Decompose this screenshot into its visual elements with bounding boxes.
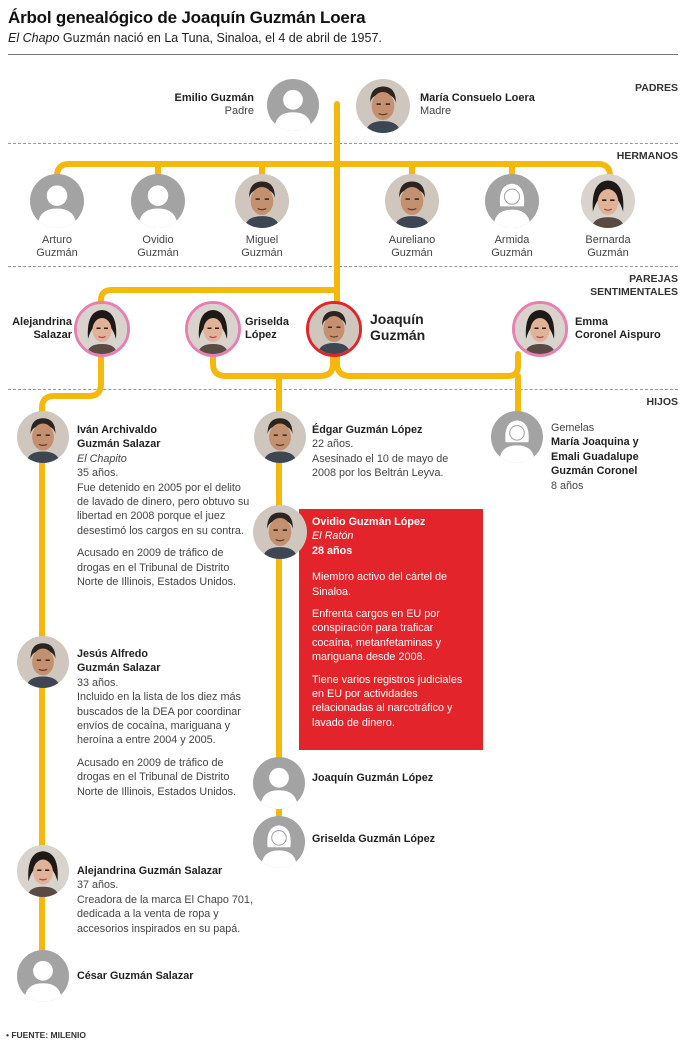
joaquin-line-2: Guzmán: [370, 327, 426, 343]
avatar-partner-griselda: [185, 301, 241, 357]
sibling-last: Guzmán: [587, 247, 629, 259]
portrait-photo-icon: [188, 304, 238, 354]
sibling-last: Guzmán: [137, 247, 179, 259]
avatar-child-ovidio: [253, 505, 307, 559]
person-placeholder-female-icon: [491, 411, 543, 463]
person-placeholder-female-icon: [485, 174, 539, 228]
label-sibling-miguel: [217, 234, 307, 260]
bio-child-ivan: [77, 423, 252, 597]
portrait-photo-icon: [235, 174, 289, 228]
highlight-box-ovidio: [299, 509, 483, 750]
portrait-photo-icon: [17, 845, 69, 897]
label-sibling-ovidio: [113, 234, 203, 260]
section-label-parejas-1: PAREJAS: [629, 273, 678, 285]
portrait-photo-icon: [581, 174, 635, 228]
avatar-child-alejandrina: [17, 845, 69, 897]
bio-child-joaquin: [312, 771, 482, 785]
person-placeholder-female-icon: [253, 816, 305, 868]
avatar-sibling-bernarda: [581, 174, 635, 228]
child-age: 33 años.: [77, 676, 119, 689]
person-placeholder-icon: [131, 174, 185, 228]
mother-name: María Consuelo Loera: [420, 92, 535, 104]
subtitle-text: Guzmán nació en La Tuna, Sinaloa, el 4 de abril de 1957.: [59, 31, 382, 45]
sibling-first: Ovidio: [142, 234, 174, 246]
twins-name-1: María Joaquina y: [551, 436, 639, 449]
child-age: 37 años.: [77, 879, 119, 892]
sibling-first: Arturo: [42, 234, 72, 246]
portrait-photo-icon: [254, 411, 306, 463]
label-sibling-arturo: [12, 234, 102, 260]
mother-role: Madre: [420, 105, 452, 117]
avatar-partner-emma: [512, 301, 568, 357]
label-partner-griselda: [245, 316, 305, 342]
partner-line-2: López: [245, 329, 277, 341]
child-age: 28 años: [312, 544, 353, 557]
portrait-photo-icon: [253, 505, 307, 559]
avatar-sibling-aureliano: [385, 174, 439, 228]
child-age: 22 años.: [312, 438, 354, 451]
child-name: Joaquín Guzmán López: [312, 772, 434, 784]
child-age: 35 años.: [77, 467, 119, 480]
bio-children-twins: [551, 421, 681, 493]
label-sibling-bernarda: [563, 234, 653, 260]
label-father: [140, 92, 254, 118]
father-name: Emilio Guzmán: [174, 92, 254, 104]
avatar-sibling-ovidio: [131, 174, 185, 228]
bio-child-jesus: [77, 647, 252, 807]
child-name: César Guzmán Salazar: [77, 970, 194, 982]
label-sibling-armida: [467, 234, 557, 260]
section-label-hermanos: HERMANOS: [616, 150, 678, 162]
child-bio-1: Miembro activo del cártel de Sinaloa.: [312, 571, 448, 598]
sibling-first: Armida: [494, 234, 530, 246]
avatar-sibling-armida: [485, 174, 539, 228]
twins-label: Gemelas: [551, 422, 595, 434]
twins-name-3: Guzmán Coronel: [551, 465, 638, 478]
partner-line-2: Salazar: [33, 329, 72, 341]
label-partner-emma: [575, 316, 685, 342]
child-name-2: Guzmán Salazar: [77, 438, 161, 451]
child-name: Griselda Guzmán López: [312, 833, 435, 845]
joaquin-line-1: Joaquín: [370, 311, 424, 327]
child-name-1: Jesús Alfredo: [77, 648, 149, 660]
sibling-last: Guzmán: [241, 247, 283, 259]
bio-child-edgar: [312, 423, 472, 489]
person-placeholder-icon: [253, 757, 305, 809]
bio-child-alejandrina: [77, 864, 257, 944]
portrait-photo-icon: [515, 304, 565, 354]
avatar-emilio: [267, 79, 319, 131]
label-partner-alejandrina: [2, 316, 72, 342]
child-name: Ovidio Guzmán López: [312, 516, 426, 528]
child-bio-3: Tiene varios registros judiciales en EU por actividades relacionadas al narcotráfico y lavado de dinero.: [312, 673, 463, 729]
label-joaquin-guzman: [370, 311, 460, 343]
bio-child-ovidio: [312, 515, 477, 738]
bio-child-griselda: [312, 832, 482, 846]
avatar-child-cesar: [17, 950, 69, 1002]
section-label-padres: PADRES: [635, 82, 678, 94]
portrait-photo-icon: [17, 411, 69, 463]
child-bio-1: Incluido en la lista de los diez más buscados de la DEA por coordinar envíos de cocaína, mariguana y heroína a entre 2004 y 2005.: [77, 691, 241, 747]
avatar-child-jesus: [17, 636, 69, 688]
father-role: Padre: [224, 105, 254, 117]
person-placeholder-icon: [30, 174, 84, 228]
portrait-photo-icon: [385, 174, 439, 228]
portrait-photo-icon: [356, 79, 410, 133]
avatar-child-edgar: [254, 411, 306, 463]
partner-line-1: Griselda: [245, 316, 290, 328]
avatar-maria-consuelo: [356, 79, 410, 133]
section-label-parejas-2: SENTIMENTALES: [590, 286, 678, 298]
child-alias: El Chapito: [77, 452, 127, 465]
partner-line-1: Alejandrina: [12, 316, 72, 328]
child-bio-2: Acusado en 2009 de tráfico de drogas en el Tribunal de Distrito Norte de Illinois, Estados Unidos.: [77, 547, 237, 589]
child-bio-1: Fue detenido en 2005 por el delito de lavado de dinero, pero obtuvo su libertad en 2008 porque el juez desestimó los cargos en su contra.: [77, 481, 250, 537]
avatar-joaquin-guzman: [306, 301, 362, 357]
child-bio-2: Enfrenta cargos en EU por conspiración para traficar cocaína, metanfetaminas y mariguana desde 2008.: [312, 608, 442, 664]
bio-child-cesar: [77, 969, 257, 983]
sibling-first: Bernarda: [585, 234, 631, 246]
child-name-2: Guzmán Salazar: [77, 662, 161, 675]
subtitle-alias: El Chapo: [8, 31, 60, 45]
child-name: Alejandrina Guzmán Salazar: [77, 865, 223, 877]
partner-line-1: Emma: [575, 316, 609, 328]
child-bio-1: Creadora de la marca El Chapo 701, dedicada a la venta de ropa y accesorios inspirados en su papá.: [77, 893, 253, 935]
partner-line-2: Coronel Aispuro: [575, 329, 661, 341]
sibling-first: Miguel: [245, 234, 279, 246]
source-footer: • FUENTE: MILENIO: [6, 1030, 86, 1040]
portrait-photo-icon: [17, 636, 69, 688]
child-name: Édgar Guzmán López: [312, 424, 423, 436]
twins-name-2: Emali Guadalupe: [551, 450, 639, 463]
avatar-sibling-arturo: [30, 174, 84, 228]
person-placeholder-icon: [267, 79, 319, 131]
person-placeholder-icon: [17, 950, 69, 1002]
child-bio-2: Acusado en 2009 de tráfico de drogas en el Tribunal de Distrito Norte de Illinois, Estados Unidos.: [77, 756, 237, 798]
child-bio-1: Asesinado el 10 de mayo de 2008 por los Beltrán Leyva.: [312, 452, 449, 480]
section-label-hijos: HIJOS: [646, 396, 678, 408]
child-name-1: Iván Archivaldo: [77, 424, 158, 436]
label-mother: [420, 92, 580, 118]
sibling-last: Guzmán: [36, 247, 78, 259]
page-title: Árbol genealógico de Joaquín Guzmán Loera: [8, 8, 366, 27]
label-sibling-aureliano: [367, 234, 457, 260]
sibling-last: Guzmán: [391, 247, 433, 259]
avatar-partner-alejandrina: [74, 301, 130, 357]
avatar-child-joaquin: [253, 757, 305, 809]
twins-age: 8 años: [551, 479, 584, 492]
avatar-child-ivan: [17, 411, 69, 463]
avatar-sibling-miguel: [235, 174, 289, 228]
sibling-first: Aureliano: [388, 234, 436, 246]
line-partner-griselda: [213, 352, 333, 376]
avatar-child-griselda: [253, 816, 305, 868]
child-alias: El Ratón: [312, 530, 354, 543]
sibling-last: Guzmán: [491, 247, 533, 259]
avatar-children-twins: [491, 411, 543, 463]
portrait-photo-icon: [309, 304, 359, 354]
portrait-photo-icon: [77, 304, 127, 354]
